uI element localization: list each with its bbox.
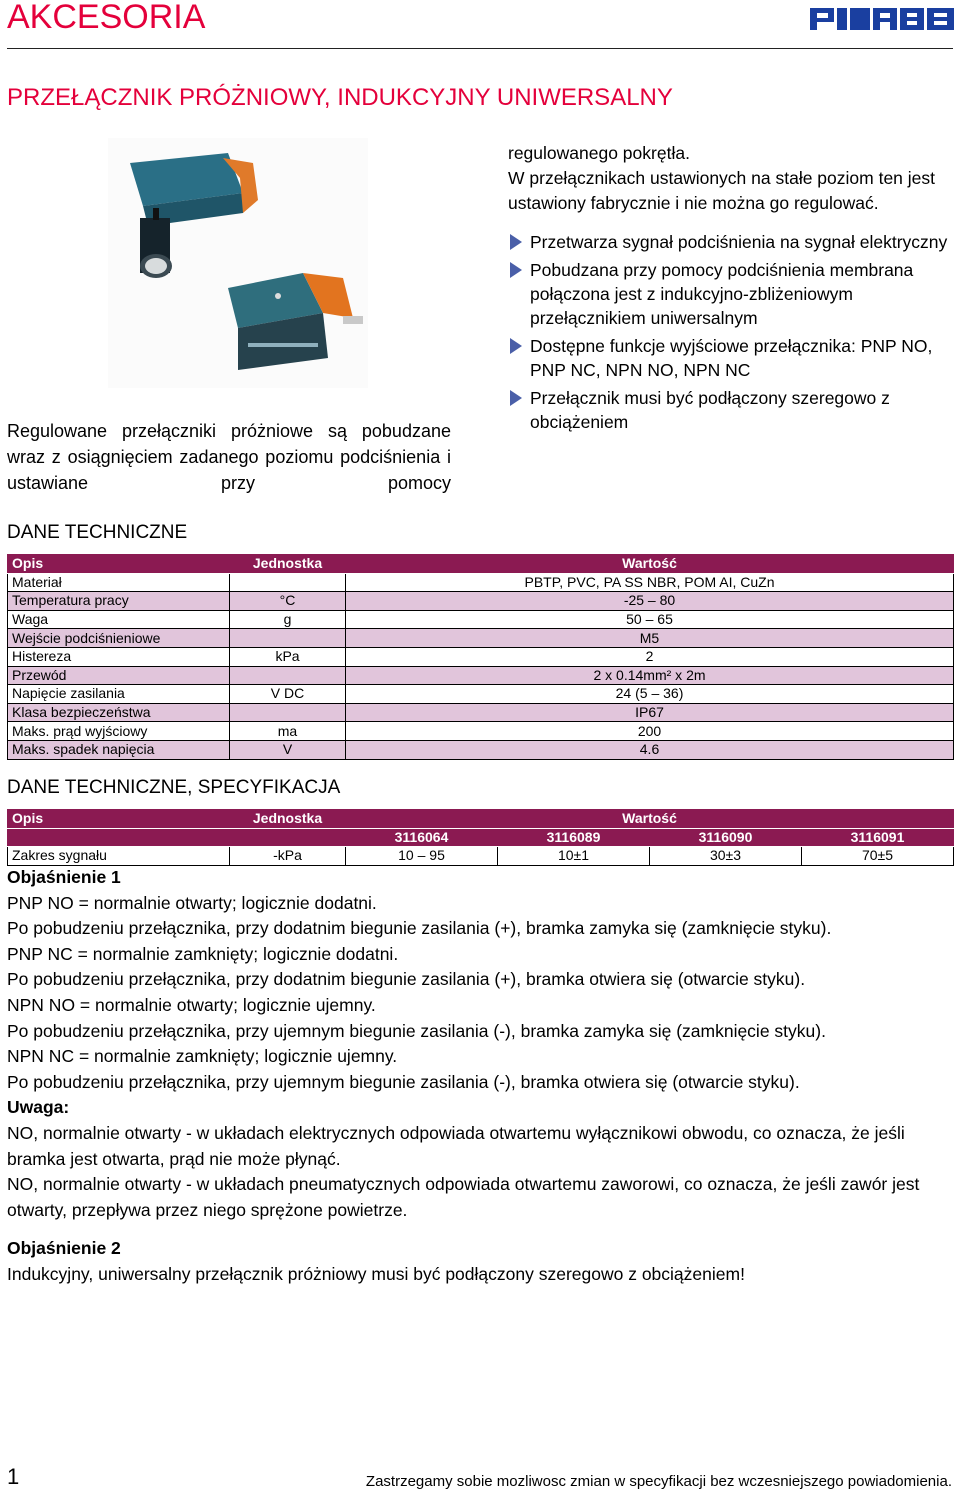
note-line: Po pobudzeniu przełącznika, przy ujemnym biegunie zasilania (-), bramka otwiera się (otwarcie styku). (7, 1071, 800, 1092)
table-row: Histereza kPa 2 (8, 647, 954, 666)
product-code: 3116064 (346, 828, 498, 847)
spec-heading: DANE TECHNICZNE, SPECYFIKACJA (7, 777, 341, 798)
note-line: Po pobudzeniu przełącznika, przy ujemnym biegunie zasilania (-), bramka zamyka się (zamknięcie styku). (7, 1020, 826, 1041)
note-line: Po pobudzeniu przełącznika, przy dodatnim biegunie zasilania (+), bramka otwiera się (otwarcie styku). (7, 969, 806, 990)
feature-item: Przełącznik musi być podłączony szeregowo z obciążeniem (508, 386, 958, 434)
right-paragraph (508, 141, 958, 216)
bullet-arrow-icon (510, 262, 522, 278)
note-line: PNP NC = normalnie zamknięty; logicznie dodatni. (7, 943, 399, 964)
warning-line: NO, normalnie otwarty - w układach elektrycznych odpowiada otwartemu wyłącznikowi obwodu, co oznacza, że jeśli bramka jest otwarta, prąd nie może płynąć. (7, 1122, 905, 1169)
col-header: Wartość (346, 810, 954, 829)
note-line: NPN NC = normalnie zamknięty; logicznie ujemny. (7, 1046, 398, 1067)
tech-heading: DANE TECHNICZNE (7, 522, 188, 543)
notes-section (7, 865, 954, 1288)
note-line: PNP NO = normalnie otwarty; logicznie dodatni. (7, 892, 377, 913)
col-header: Jednostka (230, 810, 346, 829)
bullet-arrow-icon (510, 338, 522, 354)
bullet-arrow-icon (510, 390, 522, 406)
table-row: Temperatura pracy °C -25 – 80 (8, 592, 954, 611)
feature-list (508, 230, 958, 438)
piab-logo (810, 8, 954, 30)
col-header: Opis (8, 810, 230, 829)
right-paragraph-line2: W przełącznikach ustawionych na stałe poziom ten jest ustawiony fabrycznie i nie można go regulować. (508, 168, 936, 213)
spec-table (7, 809, 954, 866)
header-rule (7, 48, 953, 49)
table-row: Waga g 50 – 65 (8, 610, 954, 629)
table-header-row (8, 810, 954, 829)
section-title: PRZEŁĄCZNIK PRÓŻNIOWY, INDUKCYJNY UNIWERSALNY (7, 84, 673, 111)
intro-paragraph: Regulowane przełączniki próżniowe są pobudzane wraz z osiągnięciem zadanego poziomu podciśnienia i ustawiane przy pomocy (7, 421, 451, 493)
table-row: Maks. spadek napięcia V 4.6 (8, 740, 954, 759)
feature-item: Pobudzana przy pomocy podciśnienia membrana połączona jest z indukcyjno-zbliżeniowym przełącznikiem uniwersalnym (508, 258, 958, 330)
table-header-row (8, 555, 954, 574)
note-line: Po pobudzeniu przełącznika, przy dodatnim biegunie zasilania (+), bramka zamyka się (zamknięcie styku). (7, 918, 832, 939)
product-photo (108, 138, 368, 388)
note-heading-2: Objaśnienie 2 (7, 1238, 121, 1259)
bullet-arrow-icon (510, 234, 522, 250)
right-paragraph-line1: regulowanego pokrętła. (508, 143, 690, 163)
col-header: Wartość (346, 555, 954, 574)
tech-table (7, 554, 954, 760)
footer-disclaimer: Zastrzegamy sobie mozliwosc zmian w specyfikacji bez wczesniejszego powiadomienia. (365, 1473, 952, 1490)
note-heading-1: Objaśnienie 1 (7, 867, 121, 887)
table-row: Zakres sygnału -kPa 10 – 95 10±1 30±3 70±5 (8, 847, 954, 866)
warning-line: NO, normalnie otwarty - w układach pneumatycznych odpowiada otwartemu zaworowi, co oznacza, że jeśli zawór jest otwarty, przepływa przez niego sprężone powietrze. (7, 1174, 920, 1220)
product-code: 3116090 (650, 828, 802, 847)
page-header-title: AKCESORIA (7, 0, 206, 36)
table-row: Wejście podciśnieniowe M5 (8, 629, 954, 648)
product-code: 3116089 (498, 828, 650, 847)
table-row: Materiał PBTP, PVC, PA SS NBR, POM AI, CuZn (8, 573, 954, 592)
note-line: NPN NO = normalnie otwarty; logicznie ujemny. (7, 994, 376, 1015)
feature-item: Przetwarza sygnał podciśnienia na sygnał elektryczny (508, 230, 958, 254)
table-row: Klasa bezpieczeństwa IP67 (8, 703, 954, 722)
table-row: Maks. prąd wyjściowy ma 200 (8, 722, 954, 741)
col-header: Opis (8, 555, 230, 574)
col-header: Jednostka (230, 555, 346, 574)
feature-item: Dostępne funkcje wyjściowe przełącznika: PNP NO, PNP NC, NPN NO, NPN NC (508, 334, 958, 382)
page-number: 1 (7, 1464, 20, 1489)
warning-heading: Uwaga: (7, 1097, 70, 1118)
note-line: Indukcyjny, uniwersalny przełącznik próżniowy musi być podłączony szeregowo z obciążeniem! (7, 1263, 745, 1284)
table-row: Napięcie zasilania V DC 24 (5 – 36) (8, 685, 954, 704)
table-header-row (8, 828, 954, 847)
product-code: 3116091 (802, 828, 954, 847)
table-row: Przewód 2 x 0.14mm² x 2m (8, 666, 954, 685)
